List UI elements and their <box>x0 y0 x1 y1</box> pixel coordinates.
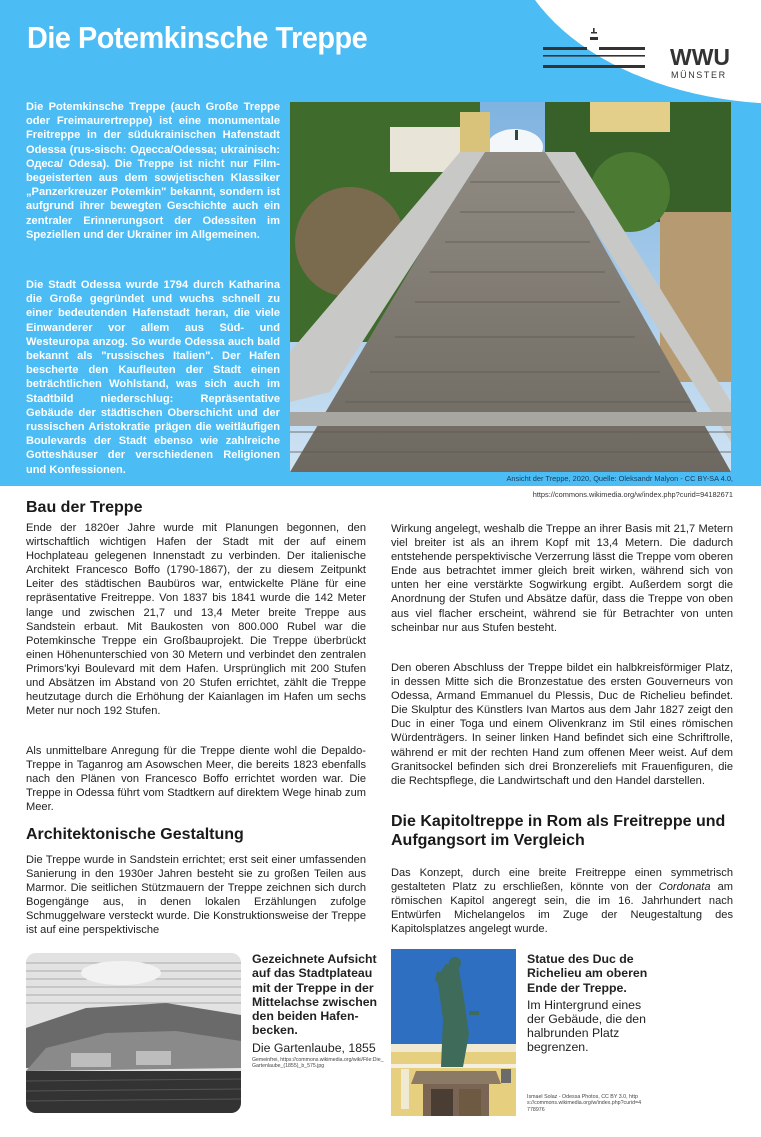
statue-image <box>391 949 516 1116</box>
hero-photo-source-link[interactable]: https://commons.wikimedia.org/w/index.php?curid=94182671 <box>532 490 733 499</box>
stairs-photo-illustration <box>290 102 731 472</box>
engraving-caption-title: Gezeichnete Aufsicht auf das Stadtplateau mit der Treppe in der Mittelachse zwischen den beiden Hafen-becken. <box>252 952 378 1038</box>
engraving-credit-link[interactable]: Gemeinfrei, https://commons.wikimedia.org/wiki/File:Die_Gartenlaube_(1855)_b_575.jpg <box>252 1056 384 1069</box>
wwu-building-logo-icon <box>543 27 663 87</box>
bau-paragraph-2: Als unmittelbare Anregung für die Treppe diente wohl die Depaldo-Treppe in Taganrog am Asowschen Meer, die bereits 1823 ebenfalls nach den Plänen von Francesco Boffo errichtet worden war. Die Treppe in Odessa führt vom Stadtkern auf direktem Wege hinab zum Meer. <box>26 745 366 814</box>
logo-wordmark: WWU <box>670 44 731 70</box>
architektur-paragraph-3: Den oberen Abschluss der Treppe bildet ein halbkreisförmiger Platz, in dessen Mitte sich die Bronzestatue des ersten Gouverneurs von Odessa, Armand Emmanuel du Plessis, Duc de Richelieu befindet. Die Skulptur des Künstlers Ivan Martos aus dem Jahr 1827 zeigt den Duc in einer Toga und einem Olivenkranz im Stil eines römischen Würdenträgers. In seiner linken Hand befindet sich eine Schriftrolle, während er mit der rechten Hand zum offenen Meer weist. Auf dem Granitsockel befinden sich drei Bronzereliefs mit Frauenfiguren, die die Rechtspflege, die Landwirtschaft und den Handel darstellen. <box>391 662 733 787</box>
architektur-paragraph-1: Die Treppe wurde in Sandstein errichtet; erst seit einer umfassenden Sanierung in den 1930er Jahren besteht sie zu großen Teilen aus Marmor. Die seitlichen Stützmauern der Treppe zeichnen sich durch Bogengänge aus, in denen lokalen Erzählungen zufolge Schmuggelware versteckt wurde. Die Konstruktionsweise der Treppe ist auf eine perspektivische <box>26 854 366 937</box>
hero-photo-stairs <box>290 102 731 472</box>
city-engraving-illustration <box>26 953 241 1113</box>
architektur-paragraph-2: Wirkung angelegt, weshalb die Treppe an ihrer Basis mit 21,7 Metern viel breiter ist als an ihrem Kopf mit 13,4 Metern. Die dadurch entstehende perspektivische Verzerrung lässt die Treppe vom oberen Ende aus betrachtet immer gleich breit wirken, während sich von unten her eine verstärkte Sogwirkung ergibt. Außerdem sorgt die Anordnung der Stufen und Absätze dafür, dass die Treppe von oben aus viel flacher erscheint, während sie für Betrachter von unten scheinbar nur aus Stufen besteht. <box>391 523 733 634</box>
page-title: Die Potemkinsche Treppe <box>27 20 368 55</box>
kapitol-paragraph <box>391 866 733 936</box>
kapitol-emphasis: Cordonata <box>658 881 711 894</box>
statue-credit-link[interactable]: Ismael Solaz - Odessa Photos, CC BY 3.0, https://commons.wikimedia.org/w/index.php?curid=4778976 <box>527 1094 642 1113</box>
section-heading-architektur: Architektonische Gestaltung <box>26 826 244 843</box>
intro-paragraph-2: Die Stadt Odessa wurde 1794 durch Katharina die Große gegründet und wuchs schnell zu einer bedeutenden Hafenstadt heran, die viele Einwanderer vor allem aus Süd- und Westeuropa anzog. So wurde Odessa auch bald bekannt als "russisches Italien". Der Hafen bescherte den Kaufleuten der Stadt einen beträchtlichen Wohlstand, was sich auch im Stadtbild niederschlug: Repräsentative Gebäude der städtischen Oberschicht und der russischen Aristokratie prägen die weitläufigen Boulevards der Stadt ebenso wie zahlreiche Gotteshäuser der verschiedenen Religionen und Konfessionen. <box>26 279 280 476</box>
wwu-logo[interactable] <box>543 27 743 87</box>
kapitol-text-before: Das Konzept, durch eine breite Freitreppe einen symmetrisch gestalteten Platz zu erschließen, könnte von der <box>391 867 733 894</box>
engraving-image <box>26 953 241 1113</box>
statue-caption-title: Statue des Duc de Richelieu am oberen Ende der Treppe. <box>527 952 648 995</box>
logo-city: MÜNSTER <box>671 70 727 80</box>
section-heading-bau: Bau der Treppe <box>26 499 143 516</box>
kapitol-text-after: am römischen Kapitol angeregt sein, die im 16. Jahrhundert nach Entwürfen Michelangelos im Zuge der Neugestaltung des Kapitolsplatzes angelegt wurde. <box>391 881 733 936</box>
engraving-caption-source: Die Gartenlaube, 1855 <box>252 1040 376 1055</box>
statue-caption <box>527 952 657 1054</box>
bau-paragraph-1: Ende der 1820er Jahre wurde mit Planungen begonnen, den wirtschaftlich wichtigen Hafen der Stadt mit der auf einem Hochplateau gelegenen Innenstadt zu verbinden. Der italienische Architekt Francesco Boffo (1790-1867), der zu diesem Zeitpunkt Leiter des städtischen Baubüros war, entwickelte Pläne für eine repräsentative Freitreppe. Von 1837 bis 1841 wurde die 142 Meter lange und zwischen 21,7 und 13,4 Meter breite Treppe aus Sandstein erbaut. Mit Baukosten von 800.000 Rubel war die Potemkinsche Treppe ein Großbauprojekt. Die Treppe überbrückt einen Höhenunterschied von 30 Metern und verbindet den zentralen Primors'kyi Boulevard mit dem Hafen. Ursprünglich mit 200 Stufen und Absätzen im Abstand von 20 Stufen errichtet, zählt die Treppe heutzutage durch die Erhöhung der Kaianlagen im Hafen um sechs Meter nur noch 192 Stufen. <box>26 522 366 718</box>
statue-caption-description: Im Hintergrund eines der Gebäude, die den halbrunden Platz begrenzen. <box>527 997 646 1054</box>
section-heading-kapitol: Die Kapitoltreppe in Rom als Freitreppe und Aufgangsort im Vergleich <box>391 813 726 849</box>
engraving-caption <box>252 952 387 1069</box>
intro-paragraph-1: Die Potemkinsche Treppe (auch Große Treppe oder Freimaurertreppe) ist eine monumentale Freitreppe in der südukrainischen Hafenstadt Odessa (rus-sisch: Одесса/Odessa; ukrainisch: Одеса/ Odesa). Die Treppe ist nicht nur Film-begeisterten aus dem sowjetischen Klassiker „Panzerkreuzer Potemkin" bekannt, sondern ist aufgrund ihrer bewegten Geschichte auch ein zentraler Erinnerungsort der Odessiten im Speziellen und der Ukrainer im Allgemeinen. <box>26 101 280 241</box>
richelieu-statue-illustration <box>391 949 516 1116</box>
hero-photo-caption: Ansicht der Treppe, 2020, Quelle: Oleksandr Malyon - CC BY-SA 4.0, <box>506 474 733 483</box>
